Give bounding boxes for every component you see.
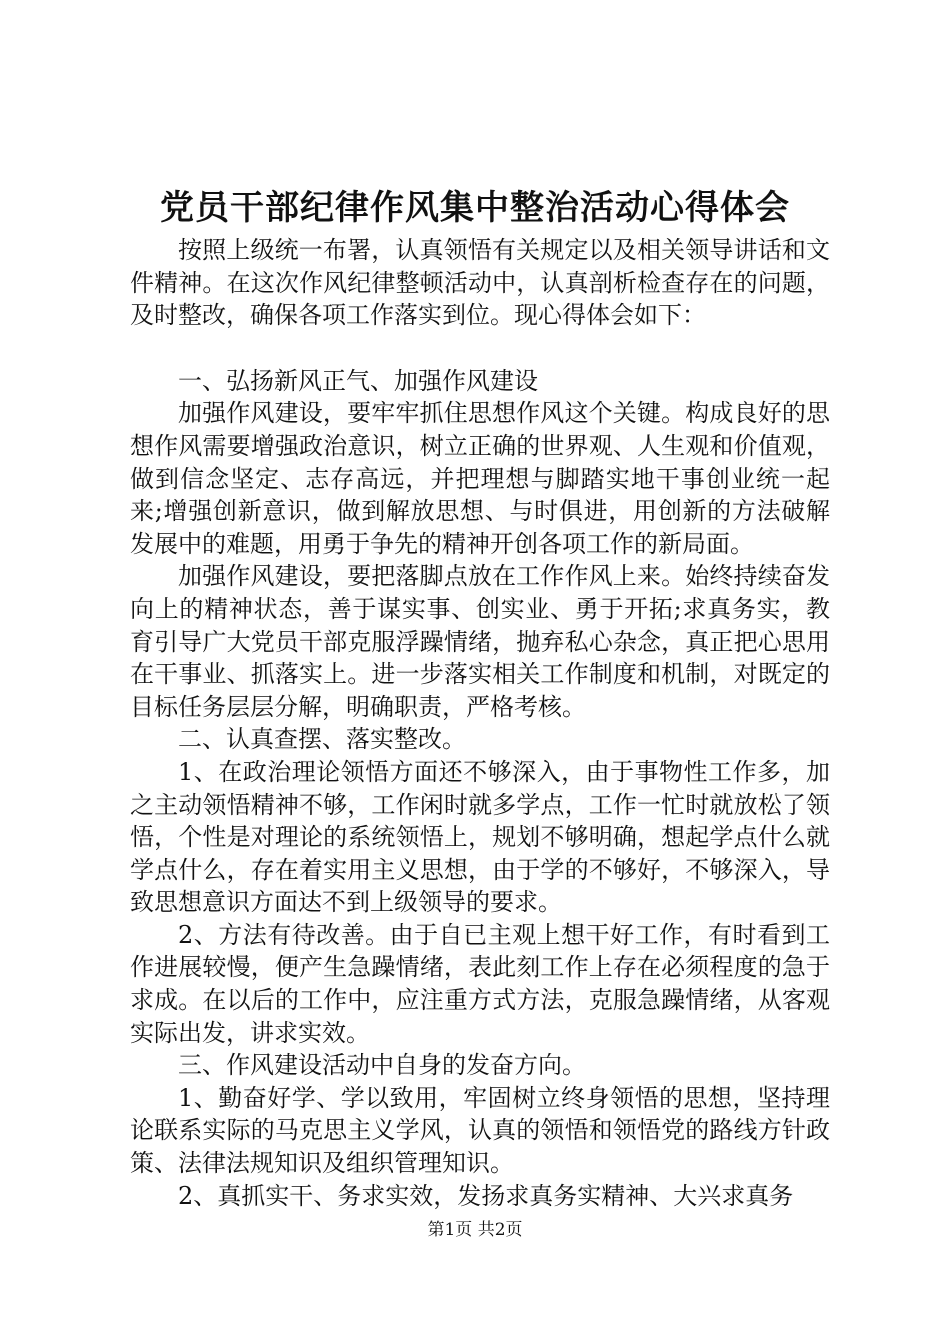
page-footer: 第1页 共2页	[427, 1220, 523, 1240]
section-heading-3: 三、作风建设活动中自身的发奋方向。	[178, 1051, 586, 1080]
section-heading-2: 二、认真查摆、落实整改。	[178, 725, 466, 754]
paragraph-gap	[130, 332, 830, 365]
paragraph: 加强作风建设，要把落脚点放在工作作风上来。始终持续奋发向上的精神状态，善于谋实事、创实业、勇于开拓;求真务实，教育引导广大党员干部克服浮躁情绪，抛弃私心杂念，真正把心思用在干事业、抓落实上。进一步落实相关工作制度和机制，对既定的目标任务层层分解，明确职责，严格考核。	[130, 562, 830, 721]
document-body	[130, 234, 830, 1212]
paragraph-intro: 按照上级统一布署，认真领悟有关规定以及相关领导讲话和文件精神。在这次作风纪律整顿活动中，认真剖析检查存在的问题，及时整改，确保各项工作落实到位。现心得体会如下：	[130, 236, 830, 330]
paragraph: 1、在政治理论领悟方面还不够深入，由于事物性工作多，加之主动领悟精神不够，工作闲时就多学点，工作一忙时就放松了领悟，个性是对理论的系统领悟上，规划不够明确，想起学点什么就学点什么，存在着实用主义思想，由于学的不够好，不够深入，导致思想意识方面达不到上级领导的要求。	[130, 757, 830, 917]
paragraph: 加强作风建设，要牢牢抓住思想作风这个关键。构成良好的思想作风需要增强政治意识，树立正确的世界观、人生观和价值观，做到信念坚定、志存高远，并把理想与脚踏实地干事创业统一起来;增强创新意识，做到解放思想、与时俱进，用创新的方法破解发展中的难题，用勇于争先的精神开创各项工作的新局面。	[130, 399, 830, 558]
paragraph: 2、方法有待改善。由于自已主观上想干好工作，有时看到工作进展较慢，便产生急躁情绪，表此刻工作上存在必须程度的急于求成。在以后的工作中，应注重方式方法，克服急躁情绪，从客观实际出发，讲求实效。	[130, 920, 830, 1047]
document-title: 党员干部纪律作风集中整治活动心得体会	[160, 188, 790, 228]
paragraph: 1、勤奋好学、学以致用，牢固树立终身领悟的思想，坚持理论联系实际的马克思主义学风，认真的领悟和领悟党的路线方针政策、法律法规知识及组织管理知识。	[130, 1083, 830, 1178]
section-heading-1: 一、弘扬新风正气、加强作风建设	[178, 366, 538, 395]
paragraph: 2、真抓实干、务求实效，发扬求真务实精神、大兴求真务	[178, 1181, 794, 1210]
